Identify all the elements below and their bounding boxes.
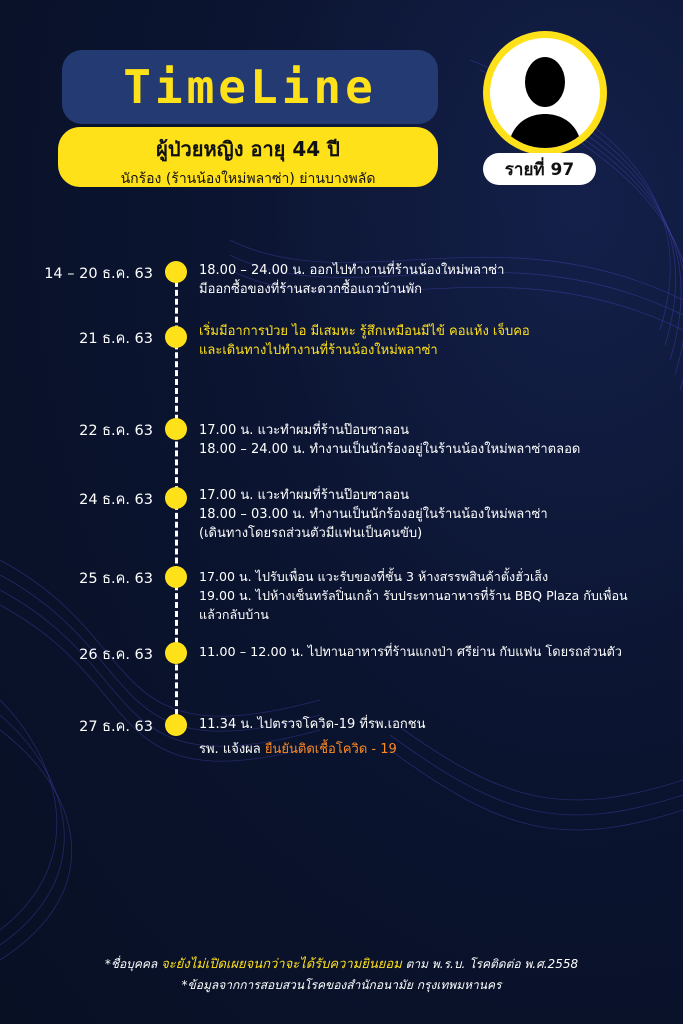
timeline-date: 14 – 20 ธ.ค. 63 xyxy=(44,266,153,282)
patient-description: ผู้ป่วยหญิง อายุ 44 ปี xyxy=(156,137,340,161)
event-line: และเดินทางไปทำงานที่ร้านน้องใหม่พลาซ่า xyxy=(199,343,438,358)
patient-occupation: นักร้อง (ร้านน้องใหม่พลาซ่า) ย่านบางพลัด xyxy=(120,171,376,187)
timeline-dot xyxy=(165,642,187,664)
timeline-date: 21 ธ.ค. 63 xyxy=(79,331,153,347)
timeline-dot xyxy=(165,566,187,588)
event-line: เริ่มมีอาการป่วย ไอ มีเสมหะ รู้สึกเหมือนมีไข้ คอแห้ง เจ็บคอ xyxy=(199,324,530,339)
footer-note-privacy xyxy=(0,953,683,974)
timeline-dot xyxy=(165,418,187,440)
event-line: แล้วกลับบ้าน xyxy=(199,607,269,622)
timeline-dot xyxy=(165,261,187,283)
event-line: มีออกซื้อของที่ร้านสะดวกซื้อแถวบ้านพัก xyxy=(199,282,423,297)
title-banner xyxy=(62,50,438,124)
event-line: 17.00 น. ไปรับเพื่อน แวะรับของที่ชั้น 3 ห้างสรรพสินค้าตั้งฮั่วเส็ง xyxy=(199,569,549,584)
timeline-date: 22 ธ.ค. 63 xyxy=(79,423,153,439)
timeline-event xyxy=(199,486,548,543)
avatar xyxy=(483,31,607,155)
event-line: (เดินทางโดยรถส่วนตัวมีแฟนเป็นคนขับ) xyxy=(199,526,423,541)
timeline-date: 24 ธ.ค. 63 xyxy=(79,492,153,508)
timeline-event xyxy=(199,567,628,624)
test-result xyxy=(199,740,426,759)
event-line: 18.00 – 24.00 น. ออกไปทำงานที่ร้านน้องใหม่พลาซ่า xyxy=(199,263,505,278)
timeline-event xyxy=(199,261,504,299)
event-line: 17.00 น. แวะทำผมที่ร้านป๊อบซาลอน xyxy=(199,488,410,503)
test-result-highlight: ยืนยันติดเชื้อโควิด - 19 xyxy=(264,742,397,757)
event-line: 19.00 น. ไปห้างเซ็นทรัลปิ่นเกล้า รับประทานอาหารที่ร้าน BBQ Plaza กับเพื่อน xyxy=(199,588,628,603)
timeline-event xyxy=(199,322,530,360)
timeline-dot xyxy=(165,714,187,736)
footer-note-highlight: จะยังไม่เปิดเผยจนกว่าจะได้รับความยินยอม xyxy=(161,957,402,972)
footer-note-suffix: ตาม พ.ร.บ. โรคติดต่อ พ.ศ.2558 xyxy=(405,957,579,971)
timeline-date: 26 ธ.ค. 63 xyxy=(79,647,153,663)
event-line: 18.00 – 03.00 น. ทำงานเป็นนักร้องอยู่ในร้านน้องใหม่พลาซ่า xyxy=(199,507,548,522)
event-line: 11.00 – 12.00 น. ไปทานอาหารที่ร้านแกงป่า ศรีย่าน กับแฟน โดยรถส่วนตัว xyxy=(199,645,622,660)
timeline-date: 25 ธ.ค. 63 xyxy=(79,571,153,587)
event-line: 11.34 น. ไปตรวจโควิด-19 ที่รพ.เอกชน xyxy=(199,717,426,732)
event-line: 18.00 – 24.00 น. ทำงานเป็นนักร้องอยู่ในร้านน้องใหม่พลาซ่าตลอด xyxy=(199,442,581,457)
footer-note-source: *ข้อมูลจากการสอบสวนโรคของสำนักอนามัย กรุงเทพมหานคร xyxy=(181,978,502,992)
event-line: 17.00 น. แวะทำผมที่ร้านป๊อบซาลอน xyxy=(199,423,410,438)
timeline-date: 27 ธ.ค. 63 xyxy=(79,719,153,735)
timeline-event xyxy=(199,715,426,759)
timeline-event xyxy=(199,643,622,662)
test-result-prefix: รพ. แจ้งผล xyxy=(199,742,261,757)
timeline-dot xyxy=(165,326,187,348)
timeline-dot xyxy=(165,487,187,509)
case-number-badge: รายที่ 97 xyxy=(483,153,596,185)
footer-note-prefix: *ชื่อบุคคล xyxy=(104,957,158,971)
person-silhouette-icon xyxy=(490,38,600,148)
patient-info-banner xyxy=(58,127,438,187)
page-title: TimeLine xyxy=(123,60,377,114)
timeline-event xyxy=(199,421,580,459)
